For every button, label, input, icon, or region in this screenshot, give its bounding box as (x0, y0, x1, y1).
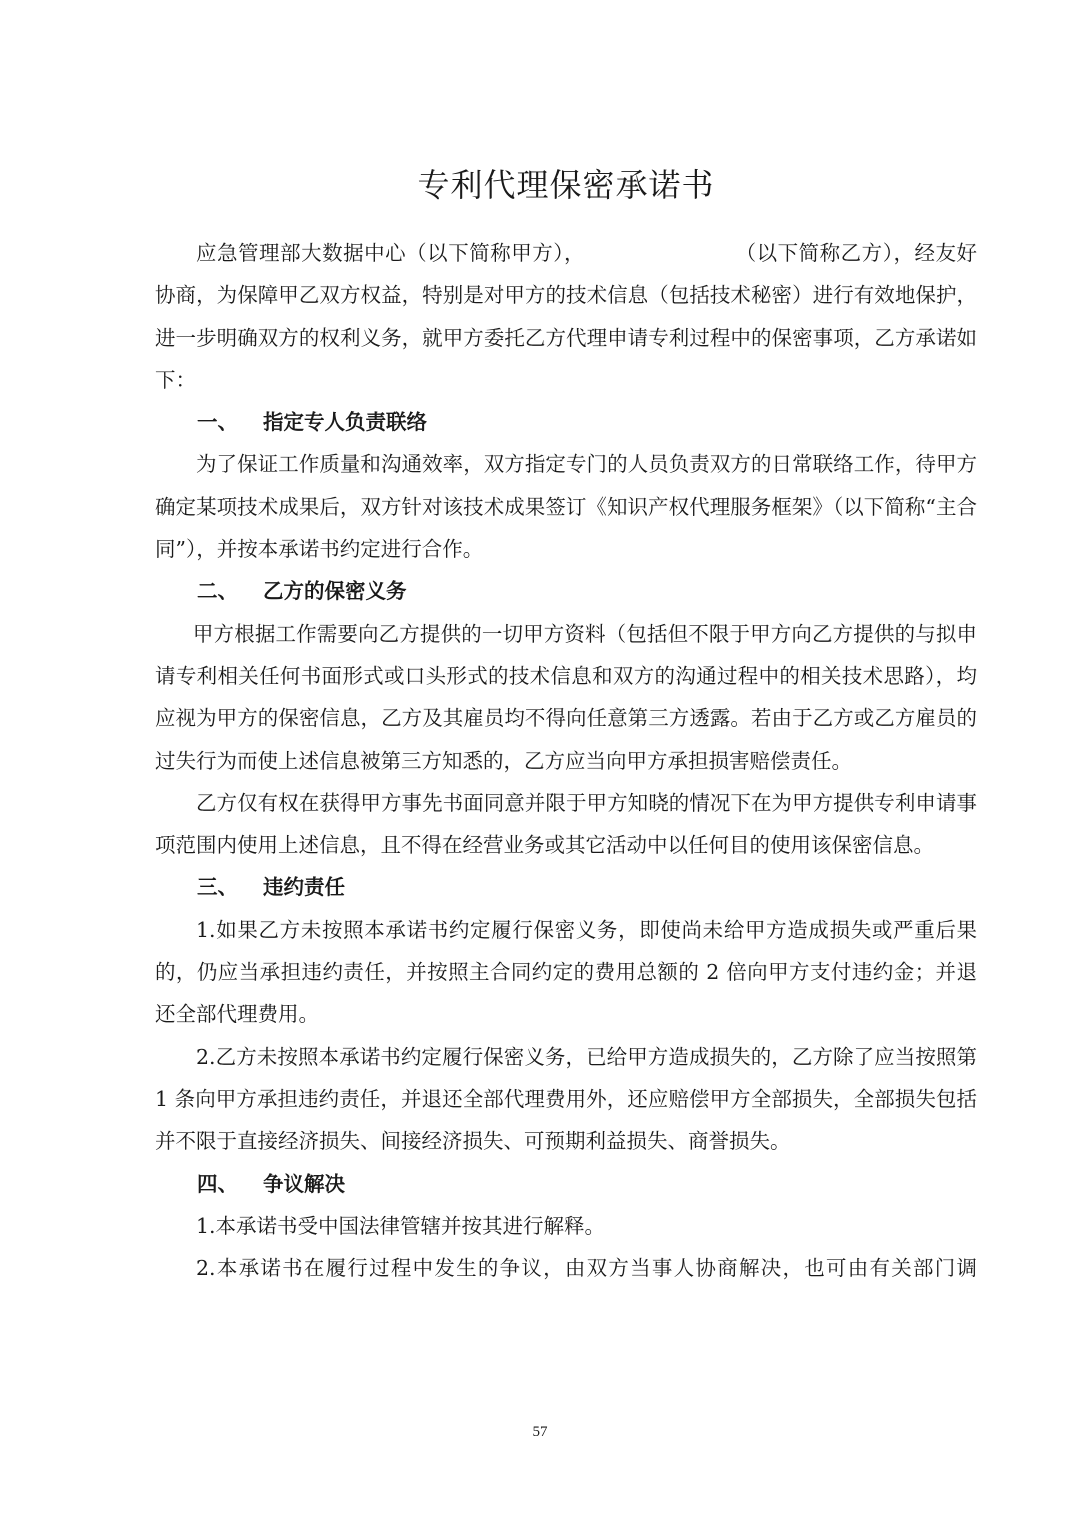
section-title: 争议解决 (263, 1171, 345, 1196)
section-heading-3 (155, 866, 977, 908)
intro-part-2: （以下简称乙方），经友好协商，为保障甲乙双方权益，特别是对甲方的技术信息（包括技术秘密）进行有效地保护，进一步明确双方的权利义务，就甲方委托乙方代理申请专利过程中的保密事项，乙方承诺如下： (155, 241, 978, 392)
document-title: 专利代理保密承诺书 (417, 166, 715, 204)
section-4-paragraph-1: 1.本承诺书受中国法律管辖并按其进行解释。 (196, 1213, 606, 1238)
section-heading-2 (155, 570, 977, 612)
section-3-paragraph-1: 1.如果乙方未按照本承诺书约定履行保密义务，即使尚未给甲方造成损失或严重后果的，仍应当承担违约责任，并按照主合同约定的费用总额的 2 倍向甲方支付违约金；并退还全部代理费用。 (155, 917, 977, 1027)
section-3-paragraph-2: 2.乙方未按照本承诺书约定履行保密义务，已给甲方造成损失的，乙方除了应当按照第 1 条向甲方承担违约责任，并退还全部代理费用外，还应赔偿甲方全部损失，全部损失包括并不限于直接经济损失、间接经济损失、可预期利益损失、商誉损失。 (155, 1044, 977, 1154)
section-2-paragraph-1: 甲方根据工作需要向乙方提供的一切甲方资料（包括但不限于甲方向乙方提供的与拟申请专利相关任何书面形式或口头形式的技术信息和双方的沟通过程中的相关技术思路），均应视为甲方的保密信息，乙方及其雇员均不得向任意第三方透露。若由于乙方或乙方雇员的过失行为而使上述信息被第三方知悉的，乙方应当向甲方承担损害赔偿责任。 (155, 621, 977, 773)
section-1-paragraph-1: 为了保证工作质量和沟通效率，双方指定专门的人员负责双方的日常联络工作，待甲方确定某项技术成果后，双方针对该技术成果签订《知识产权代理服务框架》（以下简称“主合同”），并按本承诺书约定进行合作。 (155, 452, 977, 562)
intro-paragraph (155, 232, 977, 401)
section-heading-4 (155, 1163, 977, 1205)
document-body (155, 232, 977, 1289)
section-title: 违约责任 (263, 875, 345, 900)
section-number: 三、 (197, 875, 238, 900)
section-number: 一、 (197, 410, 238, 435)
section-2-paragraph-2: 乙方仅有权在获得甲方事先书面同意并限于甲方知晓的情况下在为甲方提供专利申请事项范围内使用上述信息，且不得在经营业务或其它活动中以任何目的使用该保密信息。 (155, 790, 977, 858)
intro-part-1: 应急管理部大数据中心（以下简称甲方）， (196, 241, 586, 265)
section-title: 指定专人负责联络 (263, 410, 427, 435)
section-title: 乙方的保密义务 (263, 579, 407, 604)
section-number: 二、 (197, 579, 238, 604)
page-number: 57 (532, 1424, 548, 1440)
section-heading-1 (155, 401, 977, 443)
section-number: 四、 (197, 1171, 238, 1196)
section-4-paragraph-2: 2.本承诺书在履行过程中发生的争议，由双方当事人协商解决，也可由有关部门调 (196, 1256, 977, 1281)
